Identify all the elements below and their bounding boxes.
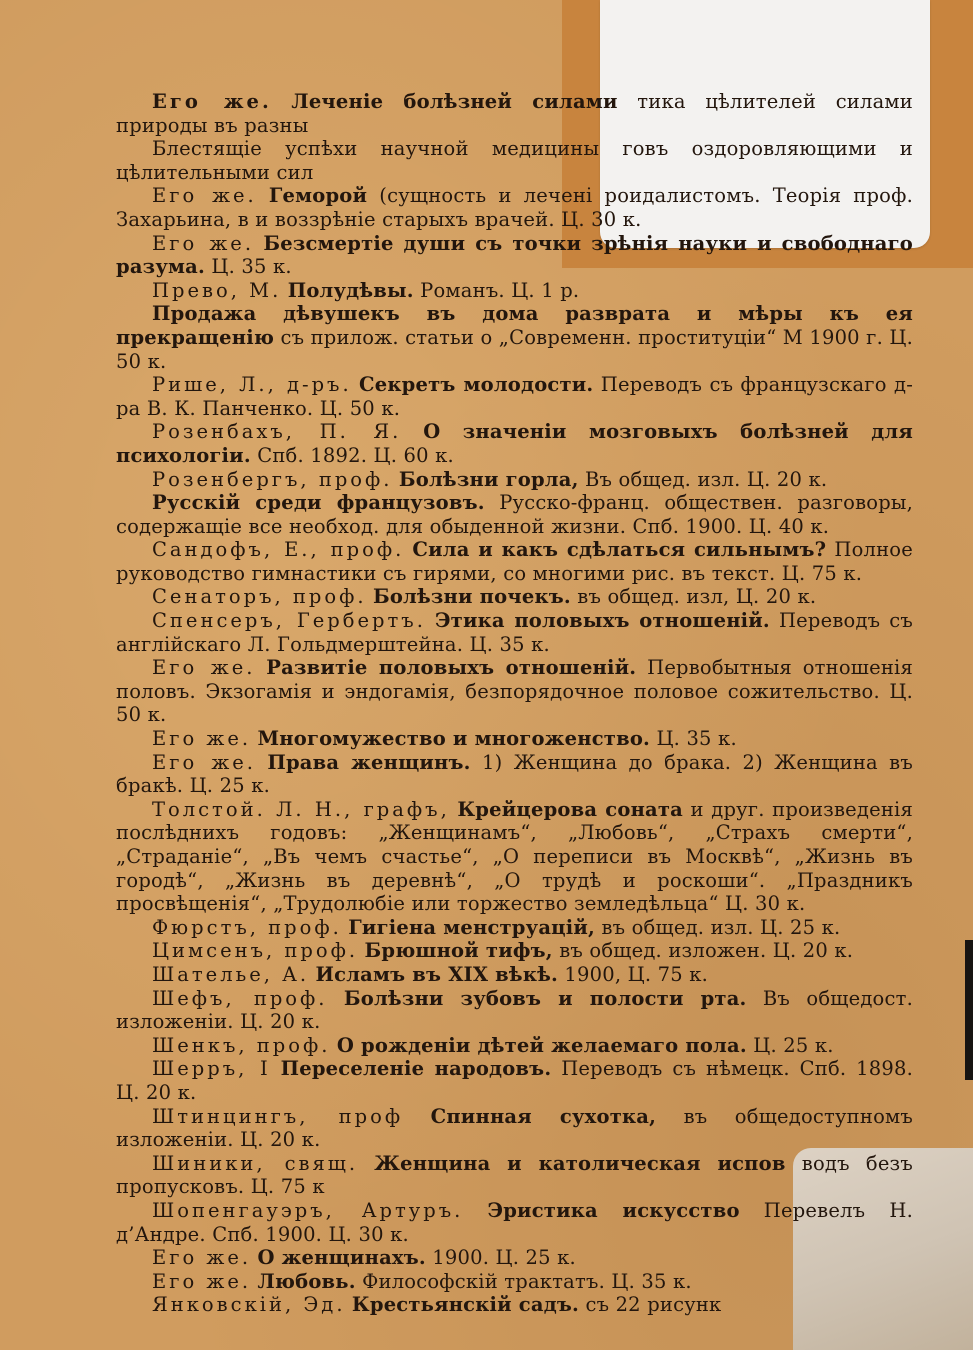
- entry-details: Полное руководство гимнастики съ гирями, со многими рис. въ текст. Ц. 75 к.: [116, 538, 913, 585]
- catalog-entry: [116, 184, 913, 231]
- entry-title: О значеніи мозговыхъ болѣзней для психологіи.: [116, 420, 913, 467]
- entry-details: Въ общед. изл. Ц. 20 к.: [584, 467, 828, 491]
- entry-details: въ общедоступномъ изложеніи. Ц. 20 к.: [116, 1104, 913, 1152]
- entry-title: Женщина и католическая испов: [374, 1151, 786, 1175]
- catalog-entry: [116, 302, 913, 373]
- entry-details: тика цѣлителей силами природы въ разны: [116, 90, 913, 137]
- entry-details: Перевелъ Н. д’Андре. Спб. 1900. Ц. 30 к.: [116, 1198, 913, 1246]
- entry-details: Въ общедост. изложеніи. Ц. 20 к.: [116, 986, 914, 1034]
- catalog-entry: [116, 1270, 913, 1294]
- entry-title: Эристика искусство: [487, 1198, 740, 1222]
- catalog-entry: [116, 1105, 913, 1152]
- entry-details: Переводъ съ французскаго д-ра В. К. Панченко. Ц. 50 к.: [116, 373, 914, 420]
- entry-details: Первобытныя отношенія половъ. Экзогамія и эндогамія, безпорядочное половое сожительство. Ц. 50 к.: [116, 656, 913, 727]
- entry-author: Его же.: [152, 1246, 252, 1270]
- entry-author: Толстой. Л. Н., графъ,: [152, 797, 450, 821]
- entry-details: Блестящіе успѣхи научной медицины говъ оздоровляющими и цѣлительными сил: [116, 137, 913, 184]
- entry-details: въ общед. изложен. Ц. 20 к.: [559, 939, 854, 963]
- entry-details: Русско-франц. обществен. разговоры, содержащіе все необход. для обыденной жизни. Спб. 1900. Ц. 40 к.: [116, 491, 914, 538]
- entry-details: водъ безъ пропусковъ. Ц. 75 к: [116, 1151, 913, 1199]
- catalog-entry: [116, 656, 913, 727]
- entry-title: Сила и какъ сдѣлаться сильнымъ?: [412, 538, 827, 562]
- entry-details: 1900, Ц. 75 к.: [564, 962, 709, 986]
- catalog-entry: [116, 90, 913, 137]
- entry-title: Полудѣвы.: [287, 278, 414, 302]
- catalog-entry: [116, 963, 913, 987]
- entry-author: Розенбергъ, проф.: [152, 467, 393, 491]
- catalog-entry: [116, 468, 913, 492]
- catalog-text: [116, 90, 913, 1317]
- catalog-entry: [116, 1152, 913, 1199]
- entry-details: Ц. 25 к.: [753, 1033, 834, 1057]
- entry-author: Его же.: [152, 1269, 252, 1293]
- entry-author: Фюрстъ, проф.: [152, 915, 342, 939]
- catalog-entry: [116, 916, 913, 940]
- entry-title: О рожденіи дѣтей желаемаго пола.: [336, 1033, 747, 1057]
- entry-author: Шиники, свящ.: [152, 1151, 359, 1175]
- entry-author: Штинцингъ, проф: [152, 1104, 404, 1128]
- entry-title: Права женщинъ.: [267, 750, 471, 774]
- catalog-entry: [116, 1246, 913, 1270]
- catalog-entry: [116, 727, 913, 751]
- entry-details: Философскій трактатъ. Ц. 35 к.: [362, 1269, 692, 1293]
- catalog-entry: [116, 420, 913, 467]
- entry-author: Шенкъ, проф.: [152, 1033, 331, 1057]
- catalog-entry: [116, 798, 913, 916]
- entry-details: Ц. 35 к.: [211, 255, 292, 279]
- catalog-entry: [116, 1034, 913, 1058]
- entry-details: (сущность и лечені роидалистомъ. Теорія проф. Захарьина, в и воззрѣніе старыхъ врачей. Ц. 30 к.: [116, 184, 913, 231]
- entry-title: Спинная сухотка,: [430, 1104, 657, 1128]
- entry-author: Его же.: [152, 750, 256, 774]
- entry-details: 1) Женщина до брака. 2) Женщина въ бракѣ. Ц. 25 к.: [116, 750, 913, 798]
- catalog-entry: [116, 1199, 913, 1246]
- entry-author: Его же.: [152, 656, 256, 680]
- catalog-entry: [116, 1057, 913, 1104]
- entry-title: Исламъ въ XIX вѣкѣ.: [315, 962, 559, 986]
- catalog-entry: [116, 373, 913, 420]
- entry-author: Янковскій, Эд.: [152, 1293, 346, 1317]
- entry-details: съ 22 рисунк: [585, 1293, 722, 1317]
- entry-title: Крейцерова соната: [457, 797, 684, 821]
- catalog-entry: [116, 939, 913, 963]
- entry-author: Его же.: [152, 727, 252, 751]
- entry-title: Любовь.: [257, 1269, 356, 1293]
- catalog-entry: [116, 279, 913, 303]
- entry-author: Розенбахъ, П. Я.: [152, 420, 402, 444]
- entry-title: Секретъ молодости.: [359, 373, 594, 397]
- entry-author: Шопенгауэръ, Артуръ.: [152, 1198, 464, 1222]
- entry-author: Прево, М.: [152, 278, 282, 302]
- entry-title: Болѣзни почекъ.: [372, 585, 571, 609]
- entry-author: Сенаторъ, проф.: [152, 585, 367, 609]
- entry-details: и друг. произведенія послѣднихъ годовъ: „Женщинамъ“, „Любовь“, „Страхъ смерти“, „Страданіе“, „Въ чемъ счастье“, „О переписи въ Москвѣ“, „Жизнь въ городѣ“, „Жизнь въ деревнѣ“, „О трудѣ и роскоши“. „Праздникъ просвѣщенія“, „Трудолюбіе или торжество земледѣльца“ Ц. 30 к.: [116, 797, 913, 916]
- entry-details: Ц. 35 к.: [656, 727, 737, 751]
- entry-title: Безсмертіе души съ точки зрѣнія науки и свободнаго разума.: [116, 231, 913, 279]
- entry-title: Продажа дѣвушекъ въ дома разврата и мѣры къ ея прекращенію: [116, 302, 913, 349]
- entry-details: Спб. 1892. Ц. 60 к.: [257, 443, 454, 467]
- entry-title: Болѣзни горла,: [398, 467, 579, 491]
- entry-details: съ прилож. статьи о „Современн. проституціи“ М 1900 г. Ц. 50 к.: [116, 325, 914, 373]
- entry-author: Шателье, А.: [152, 962, 310, 986]
- entry-author: Шефъ, проф.: [152, 986, 328, 1010]
- entry-details: въ общед. изл, Ц. 20 к.: [577, 585, 817, 609]
- catalog-entry: [116, 538, 913, 585]
- entry-details: Переводъ съ нѣмецк. Спб. 1898. Ц. 20 к.: [116, 1057, 913, 1104]
- entry-title: О женщинахъ.: [257, 1246, 426, 1270]
- entry-title: Брюшной тифъ,: [364, 939, 553, 963]
- entry-author: Шерръ, I: [152, 1057, 271, 1081]
- entry-title: Леченіе болѣзней силами: [291, 90, 618, 113]
- entry-title: Русскій среди французовъ.: [152, 491, 485, 515]
- entry-title: Этика половыхъ отношеній.: [434, 609, 770, 633]
- entry-author: Цимсенъ, проф.: [152, 939, 359, 963]
- entry-details: въ общед. изл. Ц. 25 к.: [601, 915, 841, 939]
- entry-author: Спенсеръ, Гербертъ.: [152, 609, 426, 633]
- entry-title: Развитіе половыхъ отношеній.: [266, 656, 637, 680]
- entry-title: Переселеніе народовъ.: [280, 1057, 552, 1081]
- catalog-entry: [116, 232, 913, 279]
- entry-title: Гигіена менструацій,: [348, 915, 596, 939]
- entry-title: Геморой: [268, 184, 368, 208]
- page-edge-shadow: [965, 940, 973, 1080]
- entry-author: Его же.: [152, 90, 272, 113]
- entry-author: Рише, Л., д-ръ.: [152, 373, 352, 397]
- entry-details: 1900. Ц. 25 к.: [432, 1246, 576, 1270]
- entry-author: Сандофъ, Е., проф.: [152, 538, 405, 562]
- catalog-entry: [116, 751, 913, 798]
- catalog-entry: [116, 137, 913, 184]
- catalog-entry: [116, 1293, 913, 1317]
- entry-title: Болѣзни зубовъ и полости рта.: [343, 986, 747, 1010]
- catalog-entry: [116, 491, 913, 538]
- entry-title: Многомужество и многоженство.: [257, 727, 651, 751]
- entry-title: Крестьянскій садъ.: [351, 1293, 580, 1317]
- catalog-entry: [116, 609, 913, 656]
- catalog-entry: [116, 585, 913, 609]
- entry-details: Романъ. Ц. 1 р.: [420, 278, 580, 302]
- entry-author: Его же.: [152, 231, 255, 255]
- entry-author: Его же.: [152, 184, 257, 208]
- catalog-entry: [116, 987, 913, 1034]
- entry-details: Переводъ съ англійскаго Л. Гольдмерштейна. Ц. 35 к.: [116, 609, 914, 656]
